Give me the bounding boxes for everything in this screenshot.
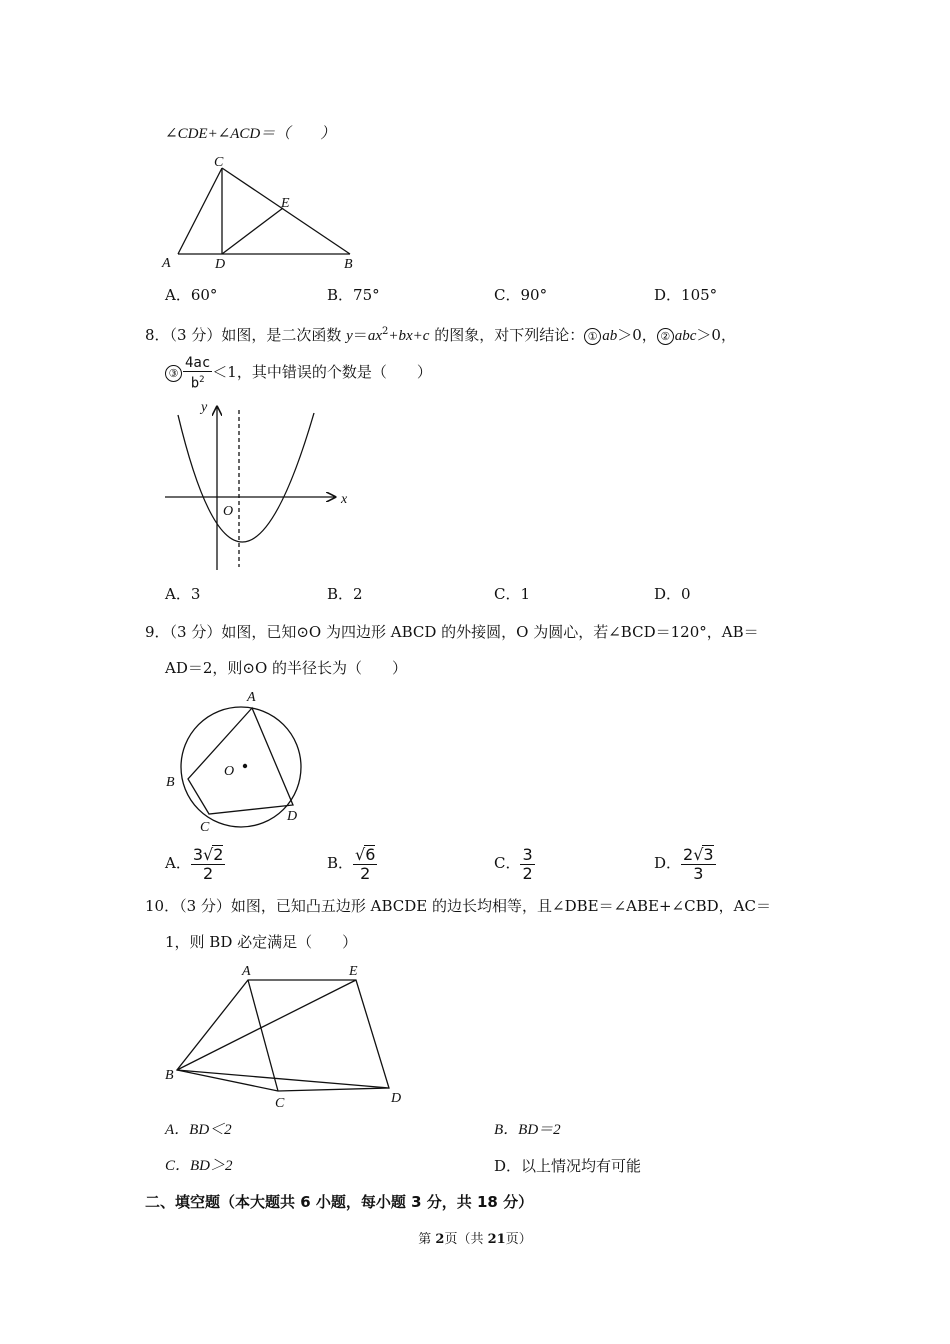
q10-label-c: C	[275, 1096, 285, 1111]
q10-option-b: B．BD＝2	[494, 1122, 561, 1138]
q9-option-d: D． $\frac{2√3}{3}$	[654, 845, 714, 883]
q9-center-dot	[243, 764, 247, 768]
q8-option-c: C．1	[494, 585, 531, 603]
q7-option-b: B．75°	[327, 286, 380, 304]
q7-figure	[160, 155, 370, 275]
q9-option-b: B． $\frac{√6}{2}$	[327, 845, 376, 883]
q8-stem-line1: 8．（3 分）如图，是二次函数 $y=ax^2+bx+c$ 的图象，对下列结论： ① ab＞0， ② abc＞0，	[145, 326, 736, 344]
page-footer: 第 2页（共 21页）	[418, 1232, 532, 1247]
q9-label-a: A	[247, 690, 256, 705]
q8-parabola	[178, 413, 314, 542]
q10-pentagon-figure	[160, 960, 410, 1110]
q9-label-o: O	[224, 764, 235, 779]
section2-title: 二、填空题（本大题共 6 小题，每小题 3 分，共 18 分）	[145, 1193, 534, 1211]
q8-option-b: B．2	[327, 585, 363, 603]
q7-label-c: C	[214, 155, 224, 170]
q8-option-a: A．3	[165, 585, 201, 603]
q7-label-d: D	[215, 257, 226, 272]
q10-option-a: A．BD＜2	[165, 1122, 232, 1138]
q9-circle-figure	[160, 685, 310, 835]
q8-label-y: y	[201, 400, 208, 415]
q8-option-d: D．0	[654, 585, 691, 603]
q10-diagonal-be	[177, 980, 356, 1070]
q8-label-o: O	[223, 504, 234, 519]
q9-label-b: B	[166, 775, 175, 790]
q9-label-c: C	[200, 820, 210, 835]
q10-label-a: A	[242, 964, 251, 979]
q10-pentagon	[177, 980, 389, 1091]
q10-stem-line2: 1，则 BD 必定满足（ ）	[165, 933, 358, 951]
q7-line-cb	[222, 168, 350, 254]
q8-label-x: x	[341, 492, 348, 507]
q7-option-c: C．90°	[494, 286, 548, 304]
q10-label-b: B	[165, 1068, 174, 1083]
q7-label-a: A	[162, 256, 171, 271]
q9-option-a: A． $\frac{3√2}{2}$	[165, 845, 224, 883]
q7-label-b: B	[344, 257, 353, 272]
q7-option-a: A．60°	[165, 286, 218, 304]
q7-line-de	[222, 208, 283, 254]
q8-stem-line2: ③ $\frac{4ac}{b^2}$ ＜1，其中错误的个数是（ ）	[165, 352, 432, 394]
q9-stem-line2: AD＝2，则⊙O 的半径长为（ ）	[165, 659, 408, 677]
q10-option-c: C．BD＞2	[165, 1158, 233, 1174]
q9-stem-line1: 9．（3 分）如图，已知⊙O 为四边形 ABCD 的外接圆，O 为圆心，若∠BCD＝120°，AB＝	[145, 623, 759, 641]
q9-option-c: C． $\frac{3}{2}$	[494, 844, 533, 883]
q7-label-e: E	[281, 196, 290, 211]
q8-parabola-figure	[160, 395, 360, 575]
q9-quadrilateral	[188, 708, 293, 814]
q10-stem-line1: 10．（3 分）如图，已知凸五边形 ABCDE 的边长均相等，且∠DBE＝∠ABE+∠CBD，AC＝	[145, 897, 771, 915]
q7-option-d: D．105°	[654, 286, 718, 304]
q10-label-e: E	[349, 964, 358, 979]
q7-stem-tail: ∠CDE+∠ACD＝（ ）	[165, 126, 336, 142]
q7-line-ac	[178, 168, 222, 254]
q10-diagonal-bd	[177, 1070, 389, 1088]
q10-option-d: D．以上情况均有可能	[494, 1157, 642, 1175]
q9-label-d: D	[287, 809, 298, 824]
q10-diagonal-ac	[248, 980, 278, 1091]
q10-label-d: D	[391, 1091, 402, 1106]
